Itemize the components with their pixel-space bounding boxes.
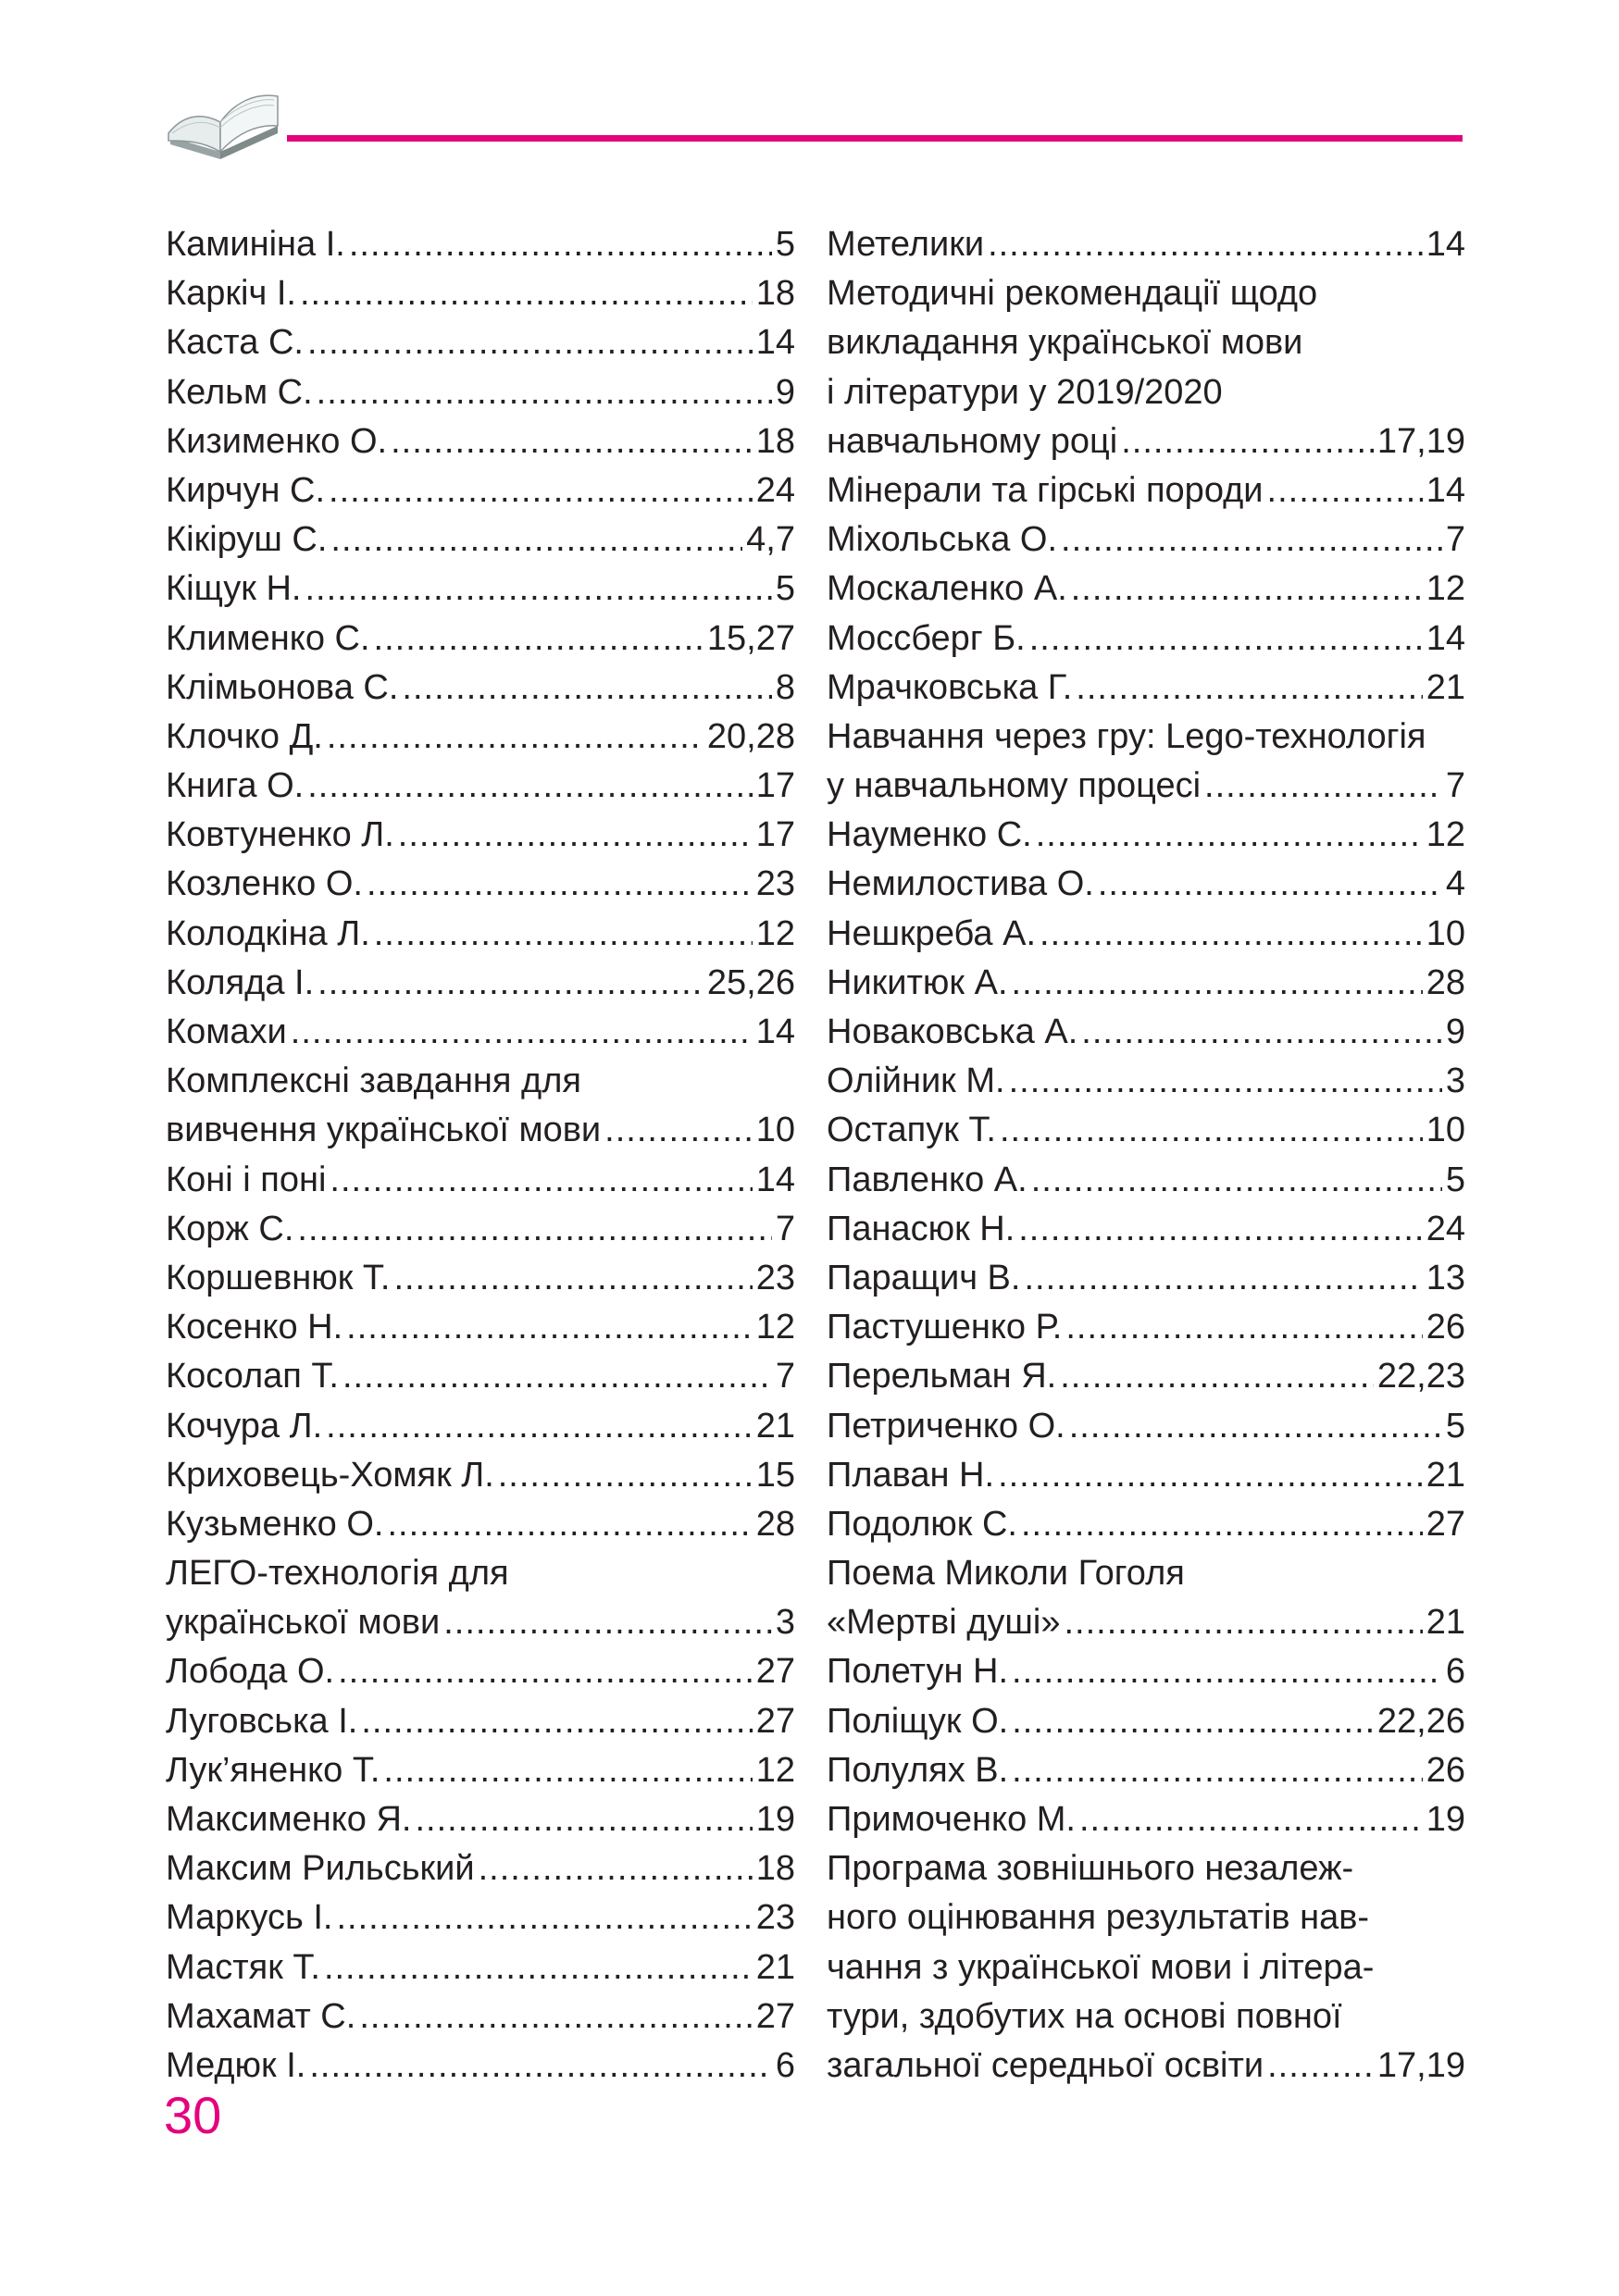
index-entry bbox=[827, 1303, 1465, 1352]
index-column-left bbox=[166, 220, 795, 2091]
index-entry bbox=[827, 1106, 1465, 1155]
dot-leader bbox=[1061, 515, 1442, 565]
dot-leader bbox=[307, 762, 753, 811]
index-term: Медюк І. bbox=[166, 2045, 306, 2085]
dot-leader bbox=[291, 1008, 753, 1057]
dot-leader bbox=[479, 1844, 753, 1893]
index-term: Ковтуненко Л. bbox=[166, 815, 394, 855]
index-term: Пастушенко Р. bbox=[827, 1308, 1063, 1347]
index-term: Навчання через гру: Lego-технологія bbox=[827, 716, 1426, 756]
index-entry bbox=[166, 614, 795, 664]
index-entry bbox=[166, 1992, 795, 2042]
index-term: Корж С. bbox=[166, 1209, 294, 1248]
index-column-right bbox=[827, 220, 1465, 2091]
index-entry bbox=[827, 1205, 1465, 1254]
index-entry bbox=[827, 368, 1465, 417]
index-page-ref: 4 bbox=[1445, 864, 1465, 904]
index-entry bbox=[166, 1943, 795, 1992]
index-page-ref: 10 bbox=[1426, 913, 1465, 953]
dot-leader bbox=[1064, 1598, 1422, 1647]
dot-leader bbox=[305, 565, 771, 614]
header-rule-bar bbox=[287, 135, 1463, 142]
dot-leader bbox=[1024, 1254, 1422, 1303]
index-term: Клочко Д. bbox=[166, 716, 323, 756]
dot-leader bbox=[300, 269, 753, 318]
index-entry bbox=[827, 1402, 1465, 1451]
dot-leader bbox=[498, 1451, 753, 1500]
dot-leader bbox=[359, 1992, 752, 2042]
index-entry bbox=[827, 1156, 1465, 1205]
index-entry bbox=[166, 1598, 795, 1647]
index-page-ref: 5 bbox=[1445, 1406, 1465, 1446]
index-page-ref: 17,19 bbox=[1376, 421, 1465, 461]
index-entry bbox=[827, 713, 1465, 762]
index-term: Книга О. bbox=[166, 766, 305, 806]
index-term: Моссберг Б. bbox=[827, 618, 1026, 658]
dot-leader bbox=[330, 1156, 752, 1205]
index-entry bbox=[166, 959, 795, 1008]
dot-leader bbox=[374, 910, 753, 959]
index-entry bbox=[166, 368, 795, 417]
index-page-ref: 18 bbox=[755, 274, 795, 314]
index-term: Міхольська О. bbox=[827, 520, 1058, 560]
index-term: Павленко А. bbox=[827, 1160, 1027, 1199]
index-term: ного оцінювання результатів нав- bbox=[827, 1898, 1370, 1938]
dot-leader bbox=[1060, 1352, 1374, 1401]
index-term: Комахи bbox=[166, 1012, 287, 1051]
index-page-ref: 3 bbox=[1445, 1061, 1465, 1101]
index-entry bbox=[166, 1205, 795, 1254]
index-entry bbox=[827, 1844, 1465, 1893]
index-page-ref: 6 bbox=[775, 2045, 795, 2085]
index-page-ref: 12 bbox=[755, 1308, 795, 1347]
index-page-ref: 17 bbox=[755, 815, 795, 855]
index-page-ref: 13 bbox=[1426, 1258, 1465, 1297]
index-entry bbox=[166, 565, 795, 614]
dot-leader bbox=[1029, 614, 1423, 664]
index-term: Криховець-Хомяк Л. bbox=[166, 1455, 494, 1495]
index-entry bbox=[166, 713, 795, 762]
index-term: Олійник М. bbox=[827, 1061, 1005, 1101]
index-term: навчальному році bbox=[827, 421, 1118, 461]
dot-leader bbox=[1076, 664, 1422, 713]
index-term: Плаван Н. bbox=[827, 1455, 995, 1495]
dot-leader bbox=[1012, 1746, 1423, 1795]
index-term: української мови bbox=[166, 1603, 441, 1643]
index-term: тури, здобутих на основі повної bbox=[827, 1996, 1342, 2036]
dot-leader bbox=[1121, 417, 1374, 466]
dot-leader bbox=[402, 664, 771, 713]
index-page-ref: 5 bbox=[775, 569, 795, 609]
index-term: Лобода О. bbox=[166, 1652, 335, 1692]
index-entry bbox=[827, 565, 1465, 614]
index-term: Лук’яненко Т. bbox=[166, 1750, 380, 1790]
index-term: Колодкіна Л. bbox=[166, 913, 370, 953]
index-entry bbox=[166, 811, 795, 860]
index-entry bbox=[827, 1795, 1465, 1844]
index-term: Поема Миколи Гоголя bbox=[827, 1554, 1185, 1594]
index-entry bbox=[166, 220, 795, 269]
index-entry bbox=[166, 1893, 795, 1942]
index-entry bbox=[166, 417, 795, 466]
index-term: Маркусь І. bbox=[166, 1898, 333, 1938]
index-term: Каста С. bbox=[166, 323, 304, 363]
index-page-ref: 15,27 bbox=[706, 618, 795, 658]
index-page-ref: 14 bbox=[755, 323, 795, 363]
index-page-ref: 17 bbox=[755, 766, 795, 806]
index-page-ref: 18 bbox=[755, 421, 795, 461]
index-term: Козленко О. bbox=[166, 864, 363, 904]
index-term: Панасюк Н. bbox=[827, 1209, 1015, 1248]
index-term: Никитюк А. bbox=[827, 962, 1008, 1002]
dot-leader bbox=[307, 318, 753, 367]
index-entry bbox=[827, 1746, 1465, 1795]
index-page-ref: 21 bbox=[1426, 1603, 1465, 1643]
index-term: Поліщук О. bbox=[827, 1701, 1009, 1741]
index-term: Каркіч І. bbox=[166, 274, 296, 314]
dot-leader bbox=[1065, 1303, 1422, 1352]
index-term: Полулях В. bbox=[827, 1750, 1009, 1790]
index-term: Комплексні завдання для bbox=[166, 1061, 581, 1101]
index-entry bbox=[827, 1647, 1465, 1696]
index-page-ref: 22,26 bbox=[1376, 1701, 1465, 1741]
index-term: Метелики bbox=[827, 225, 985, 264]
index-page-ref: 23 bbox=[755, 1258, 795, 1297]
index-entry bbox=[166, 318, 795, 367]
index-entry bbox=[166, 1303, 795, 1352]
index-term: Луговська І. bbox=[166, 1701, 358, 1741]
index-page-ref: 6 bbox=[1445, 1652, 1465, 1692]
dot-leader bbox=[324, 1943, 753, 1992]
index-term: Максим Рильський bbox=[166, 1849, 475, 1889]
dot-leader bbox=[383, 1746, 752, 1795]
index-term: Косенко Н. bbox=[166, 1308, 343, 1347]
dot-leader bbox=[330, 515, 742, 565]
dot-leader bbox=[1012, 959, 1423, 1008]
index-entry bbox=[827, 1697, 1465, 1746]
dot-leader bbox=[1018, 1205, 1422, 1254]
dot-leader bbox=[318, 959, 704, 1008]
index-term: Коляда І. bbox=[166, 962, 315, 1002]
index-term: Кочура Л. bbox=[166, 1406, 323, 1446]
dot-leader bbox=[336, 1893, 752, 1942]
dot-leader bbox=[1267, 466, 1423, 515]
index-term: Кизименко О. bbox=[166, 421, 388, 461]
dot-leader bbox=[1012, 1647, 1442, 1696]
index-page-ref: 3 bbox=[775, 1603, 795, 1643]
index-entry bbox=[827, 417, 1465, 466]
index-term: Клімьонова С. bbox=[166, 667, 399, 707]
index-term: Кіщук Н. bbox=[166, 569, 302, 609]
index-page-ref: 22,23 bbox=[1376, 1357, 1465, 1396]
dot-leader bbox=[1081, 1008, 1442, 1057]
dot-leader bbox=[338, 1647, 753, 1696]
index-term: Кельм С. bbox=[166, 372, 313, 412]
index-entry bbox=[827, 1943, 1465, 1992]
index-term: Косолап Т. bbox=[166, 1357, 339, 1396]
dot-leader bbox=[1031, 1156, 1442, 1205]
index-page-ref: 10 bbox=[1426, 1111, 1465, 1150]
index-page-ref: 25,26 bbox=[706, 962, 795, 1002]
dot-leader bbox=[415, 1795, 752, 1844]
index-term: Петриченко О. bbox=[827, 1406, 1065, 1446]
index-term: Полетун Н. bbox=[827, 1652, 1009, 1692]
index-page-ref: 14 bbox=[1426, 618, 1465, 658]
index-entry bbox=[827, 466, 1465, 515]
index-entry bbox=[166, 1352, 795, 1401]
index-term: викладання української мови bbox=[827, 323, 1303, 363]
index-entry bbox=[166, 1549, 795, 1598]
index-page-ref: 21 bbox=[755, 1406, 795, 1446]
index-entry bbox=[827, 1008, 1465, 1057]
dot-leader bbox=[326, 1402, 753, 1451]
index-term: Новаковська А. bbox=[827, 1012, 1078, 1051]
index-entry bbox=[827, 515, 1465, 565]
header-rule bbox=[287, 135, 1463, 142]
index-term: Остапук Т. bbox=[827, 1111, 996, 1150]
index-term: Мінерали та гірські породи bbox=[827, 470, 1264, 510]
index-entry bbox=[166, 1254, 795, 1303]
dot-leader bbox=[387, 1500, 752, 1549]
index-entry bbox=[166, 466, 795, 515]
index-entry bbox=[166, 1106, 795, 1155]
index-entry bbox=[166, 664, 795, 713]
index-page-ref: 21 bbox=[1426, 1455, 1465, 1495]
index-entry bbox=[827, 1992, 1465, 2042]
dot-leader bbox=[1012, 1697, 1374, 1746]
index-entry bbox=[827, 910, 1465, 959]
index-page-ref: 19 bbox=[1426, 1800, 1465, 1839]
index-term: «Мертві душі» bbox=[827, 1603, 1061, 1643]
index-entry bbox=[166, 1156, 795, 1205]
index-page-ref: 27 bbox=[1426, 1504, 1465, 1544]
dot-leader bbox=[1079, 1795, 1423, 1844]
index-page-ref: 17,19 bbox=[1376, 2045, 1465, 2085]
dot-leader bbox=[1036, 811, 1423, 860]
open-book-icon bbox=[163, 80, 283, 163]
dot-leader bbox=[1098, 860, 1442, 909]
index-entry bbox=[827, 1254, 1465, 1303]
index-page-ref: 9 bbox=[1445, 1012, 1465, 1051]
page-number: 30 bbox=[164, 2086, 222, 2144]
index-entry bbox=[166, 1647, 795, 1696]
index-page-ref: 14 bbox=[1426, 225, 1465, 264]
index-term: Немилостива О. bbox=[827, 864, 1094, 904]
dot-leader bbox=[349, 220, 772, 269]
index-entry bbox=[827, 269, 1465, 318]
index-entry bbox=[827, 1549, 1465, 1598]
index-term: вивчення української мови bbox=[166, 1111, 602, 1150]
index-term: Подолюк С. bbox=[827, 1504, 1017, 1544]
dot-leader bbox=[1021, 1500, 1423, 1549]
index-term: Кузьменко О. bbox=[166, 1504, 384, 1544]
index-entry bbox=[827, 1893, 1465, 1942]
dot-leader bbox=[1009, 1057, 1442, 1106]
dot-leader bbox=[1069, 1402, 1442, 1451]
dot-leader bbox=[317, 368, 772, 417]
index-page-ref: 20,28 bbox=[706, 716, 795, 756]
dot-leader bbox=[391, 417, 753, 466]
index-term: Перельман Я. bbox=[827, 1357, 1057, 1396]
index-page-ref: 5 bbox=[775, 225, 795, 264]
index-page-ref: 27 bbox=[755, 1701, 795, 1741]
dot-leader bbox=[346, 1303, 753, 1352]
index-page-ref: 7 bbox=[775, 1209, 795, 1248]
index-page-ref: 5 bbox=[1445, 1160, 1465, 1199]
index-page-ref: 12 bbox=[1426, 569, 1465, 609]
index-entry bbox=[827, 2042, 1465, 2091]
index-page-ref: 7 bbox=[775, 1357, 795, 1396]
index-term: Кікіруш С. bbox=[166, 520, 328, 560]
dot-leader bbox=[367, 860, 753, 909]
index-page-ref: 28 bbox=[1426, 962, 1465, 1002]
index-entry bbox=[827, 762, 1465, 811]
dot-leader bbox=[1267, 2042, 1374, 2091]
dot-leader bbox=[998, 1451, 1423, 1500]
index-term: Мастяк Т. bbox=[166, 1947, 320, 1987]
dot-leader bbox=[1204, 762, 1442, 811]
index-entry bbox=[827, 1352, 1465, 1401]
index-term: Програма зовнішнього незалеж- bbox=[827, 1849, 1354, 1889]
index-page-ref: 7 bbox=[1445, 766, 1465, 806]
index-page-ref: 26 bbox=[1426, 1750, 1465, 1790]
index-term: Максименко Я. bbox=[166, 1800, 412, 1839]
index-entry bbox=[827, 318, 1465, 367]
index-page-ref: 12 bbox=[755, 913, 795, 953]
index-entry bbox=[166, 1500, 795, 1549]
index-term: Науменко С. bbox=[827, 815, 1032, 855]
dot-leader bbox=[1000, 1106, 1423, 1155]
index-page-ref: 27 bbox=[755, 1652, 795, 1692]
index-entry bbox=[827, 614, 1465, 664]
dot-leader bbox=[393, 1254, 752, 1303]
index-page-ref: 27 bbox=[755, 1996, 795, 2036]
dot-leader bbox=[342, 1352, 772, 1401]
index-entry bbox=[827, 1598, 1465, 1647]
index-entry bbox=[827, 1057, 1465, 1106]
index-term: загальної середньої освіти bbox=[827, 2045, 1264, 2085]
index-entry bbox=[827, 959, 1465, 1008]
index-term: і літератури у 2019/2020 bbox=[827, 372, 1223, 412]
index-entry bbox=[827, 220, 1465, 269]
index-entry bbox=[166, 1746, 795, 1795]
index-page-ref: 10 bbox=[755, 1111, 795, 1150]
index-page-ref: 21 bbox=[755, 1947, 795, 1987]
index-entry bbox=[827, 811, 1465, 860]
index-page-ref: 24 bbox=[1426, 1209, 1465, 1248]
dot-leader bbox=[604, 1106, 753, 1155]
index-page-ref: 4,7 bbox=[746, 520, 795, 560]
index-page-ref: 23 bbox=[755, 864, 795, 904]
index-entry bbox=[166, 269, 795, 318]
index-page-ref: 7 bbox=[1445, 520, 1465, 560]
index-page-ref: 12 bbox=[755, 1750, 795, 1790]
index-entry bbox=[166, 762, 795, 811]
dot-leader bbox=[297, 1205, 771, 1254]
index-entry bbox=[166, 910, 795, 959]
index-entry bbox=[827, 1500, 1465, 1549]
index-term: Москаленко А. bbox=[827, 569, 1067, 609]
index-entry bbox=[827, 664, 1465, 713]
index-term: Паращич В. bbox=[827, 1258, 1021, 1297]
index-page-ref: 15 bbox=[755, 1455, 795, 1495]
dot-leader bbox=[988, 220, 1423, 269]
index-entry bbox=[827, 860, 1465, 909]
index-term: Методичні рекомендації щодо bbox=[827, 274, 1318, 314]
index-entry bbox=[166, 1451, 795, 1500]
index-entry bbox=[166, 1844, 795, 1893]
dot-leader bbox=[398, 811, 753, 860]
index-term: ЛЕГО-технологія для bbox=[166, 1554, 509, 1594]
index-page-ref: 14 bbox=[755, 1012, 795, 1051]
index-entry bbox=[166, 860, 795, 909]
index-term: Примоченко М. bbox=[827, 1800, 1076, 1839]
index-term: чання з української мови і літера- bbox=[827, 1947, 1375, 1987]
index-entry bbox=[827, 1451, 1465, 1500]
dot-leader bbox=[1071, 565, 1423, 614]
index-page-ref: 14 bbox=[1426, 470, 1465, 510]
dot-leader bbox=[443, 1598, 772, 1647]
index-entry bbox=[166, 1008, 795, 1057]
index-page-ref: 12 bbox=[1426, 815, 1465, 855]
index-term: Каминіна І. bbox=[166, 225, 345, 264]
dot-leader bbox=[374, 614, 704, 664]
index-page-ref: 14 bbox=[755, 1160, 795, 1199]
index-page-ref: 26 bbox=[1426, 1308, 1465, 1347]
index-page-ref: 8 bbox=[775, 667, 795, 707]
index-page-ref: 9 bbox=[775, 372, 795, 412]
index-term: у навчальному процесі bbox=[827, 766, 1202, 806]
index-page-ref: 21 bbox=[1426, 667, 1465, 707]
index-term: Коні і поні bbox=[166, 1160, 327, 1199]
dot-leader bbox=[1040, 910, 1423, 959]
index-page-ref: 19 bbox=[755, 1800, 795, 1839]
index-term: Нешкреба А. bbox=[827, 913, 1037, 953]
index-entry bbox=[166, 1402, 795, 1451]
index-term: Клименко С. bbox=[166, 618, 370, 658]
index-entry bbox=[166, 1057, 795, 1106]
index-entry bbox=[166, 515, 795, 565]
index-term: Мрачковська Г. bbox=[827, 667, 1073, 707]
index-page-ref: 24 bbox=[755, 470, 795, 510]
index-page-ref: 23 bbox=[755, 1898, 795, 1938]
index-entry bbox=[166, 1795, 795, 1844]
dot-leader bbox=[327, 713, 704, 762]
dot-leader bbox=[329, 466, 753, 515]
index-entry bbox=[166, 1697, 795, 1746]
index-entry bbox=[166, 2042, 795, 2091]
index-term: Махамат С. bbox=[166, 1996, 356, 2036]
dot-leader bbox=[309, 2042, 772, 2091]
index-page-ref: 28 bbox=[755, 1504, 795, 1544]
dot-leader bbox=[361, 1697, 752, 1746]
index-term: Коршевнюк Т. bbox=[166, 1258, 391, 1297]
index-term: Кирчун С. bbox=[166, 470, 326, 510]
index-page-ref: 18 bbox=[755, 1849, 795, 1889]
